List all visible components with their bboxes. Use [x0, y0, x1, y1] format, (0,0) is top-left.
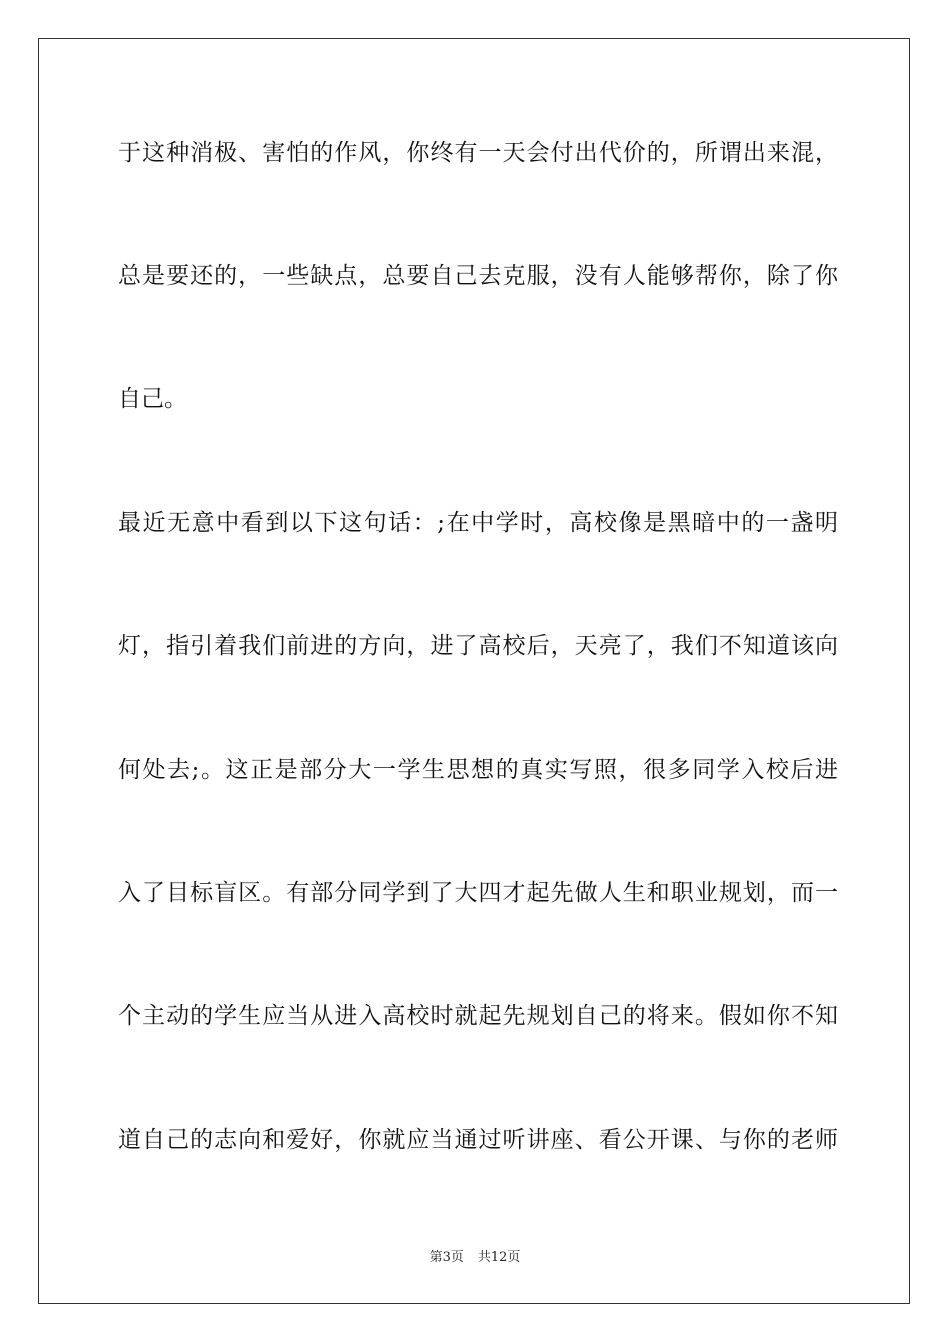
paragraph-line: 入了目标盲区。有部分同学到了大四才起先做人生和职业规划，而一 [118, 880, 838, 906]
paragraph-line: 道自己的志向和爱好，你就应当通过听讲座、看公开课、与你的老师 [118, 1127, 838, 1153]
paragraph-line: 个主动的学生应当从进入高校时就起先规划自己的将来。假如你不知 [118, 1003, 838, 1029]
paragraph-line: 总是要还的，一些缺点，总要自己去克服，没有人能够帮你，除了你 [118, 263, 838, 289]
paragraph-line: 自己。 [118, 386, 187, 412]
page-number: 第3页 [429, 1250, 464, 1265]
page-footer [0, 1249, 950, 1267]
page-border [38, 38, 910, 1304]
page-total: 共12页 [477, 1250, 521, 1265]
paragraph-line: 最近无意中看到以下这句话：;在中学时，高校像是黑暗中的一盏明 [118, 510, 838, 536]
paragraph-line: 灯，指引着我们前进的方向，进了高校后，天亮了，我们不知道该向 [118, 633, 838, 659]
paragraph-line: 何处去;。这正是部分大一学生思想的真实写照，很多同学入校后进 [118, 757, 838, 783]
paragraph-line: 于这种消极、害怕的作风，你终有一天会付出代价的，所谓出来混， [118, 140, 838, 166]
